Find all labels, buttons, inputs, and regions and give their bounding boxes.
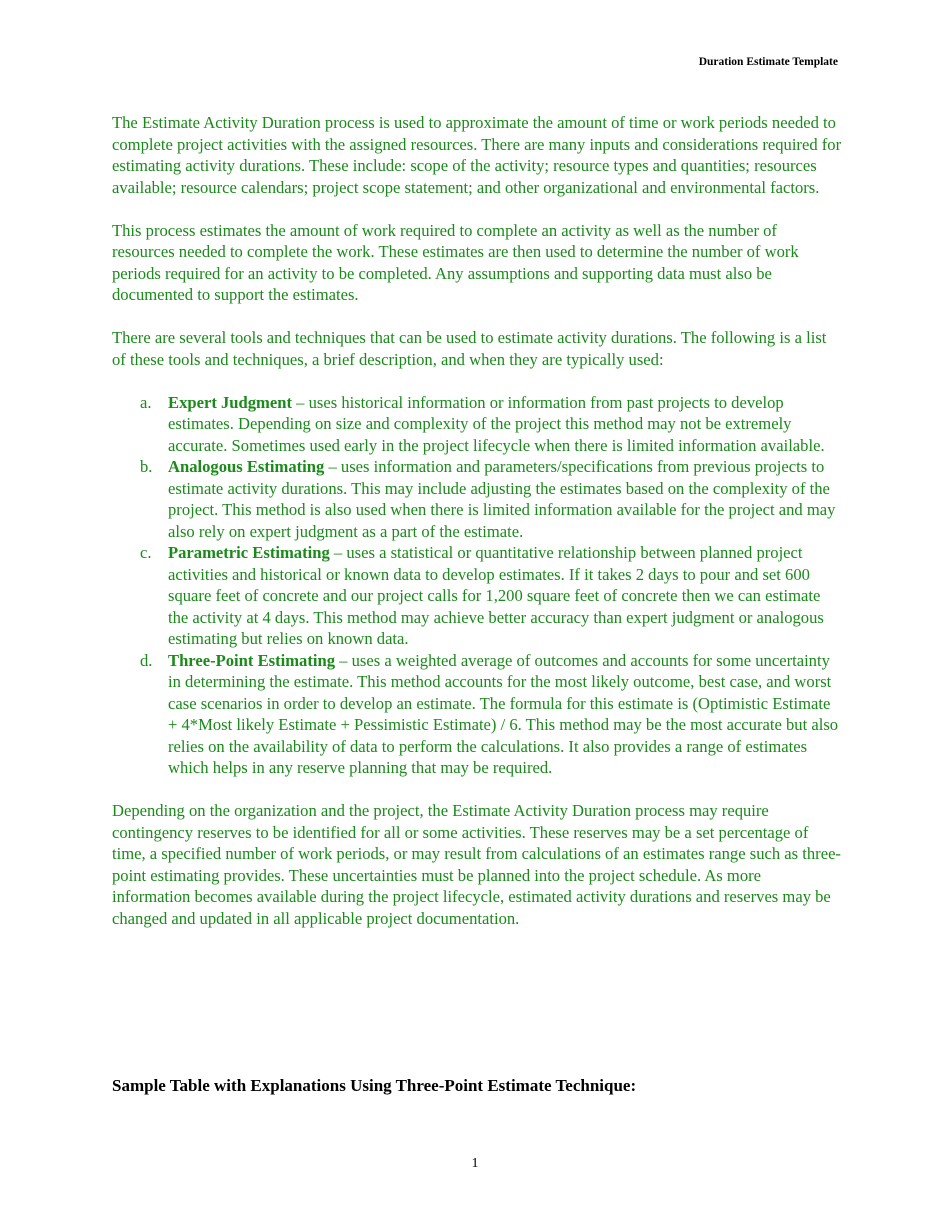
list-marker: b. (140, 457, 153, 476)
technique-term: Expert Judgment (168, 392, 292, 412)
list-marker: c. (140, 543, 152, 562)
technique-term: Analogous Estimating (168, 457, 325, 476)
list-item-analogous-estimating (140, 456, 842, 542)
technique-description: – uses a statistical or quantitative relationship between planned project activities and historical or known data to develop estimates. If it takes 2 days to pour and set 600 square feet of concrete and our project calls for 1,200 square feet of concrete then we can estimate the activity at 4 days. This method may achieve better accuracy than expert judgment or analogous estimating but relies on known data. (168, 543, 824, 648)
list-marker: d. (140, 650, 153, 670)
technique-term: Parametric Estimating (168, 543, 330, 562)
technique-description: – uses a weighted average of outcomes and accounts for some uncertainty in determining the estimate. This method accounts for the most likely outcome, best case, and worst case scenarios in order to develop an estimate. The formula for this estimate is (Optimistic Estimate + 4*Most likely Estimate + Pessimistic Estimate) / 6. This method may be the most accurate but also relies on the availability of data to perform the calculations. It also provides a range of estimates which helps in any reserve planning that may be required. (168, 650, 839, 777)
page-number: 1 (471, 1156, 479, 1171)
techniques-list (112, 392, 842, 779)
technique-description: – uses historical information or information from past projects to develop estimates. Depending on size and complexity of the project this method may not be extremely accurate. Sometimes used early in the project lifecycle when there is limited information available. (168, 392, 825, 455)
contingency-paragraph: Depending on the organization and the project, the Estimate Activity Duration process may require contingency reserves to be identified for all or some activities. These reserves may be a set percentage of time, a specified number of work periods, or may result from calculations of an estimates range such as three-point estimating provides. These uncertainties must be planned into the project schedule. As more information becomes available during the project lifecycle, estimated activity durations and reserves may be changed and updated in all applicable project documentation. (112, 801, 841, 928)
document-body (112, 112, 842, 951)
list-item-expert-judgment (140, 392, 842, 457)
list-item-three-point-estimating (140, 650, 842, 779)
process-paragraph: This process estimates the amount of work required to complete an activity as well as the number of resources needed to complete the work. These estimates are then used to determine the number of work periods required for an activity to be completed. Any assumptions and supporting data must also be documented to support the estimates. (112, 220, 799, 304)
tools-intro-paragraph: There are several tools and techniques that can be used to estimate activity durations. The following is a list of these tools and techniques, a brief description, and when they are typically used: (112, 328, 827, 369)
intro-paragraph: The Estimate Activity Duration process is used to approximate the amount of time or work periods needed to complete project activities with the assigned resources. There are many inputs and considerations required for estimating activity durations. These include: scope of the activity; resource types and quantities; resources available; resource calendars; project scope statement; and other organizational and environmental factors. (112, 113, 842, 197)
sample-table-heading: Sample Table with Explanations Using Three-Point Estimate Technique: (112, 1076, 637, 1095)
list-marker: a. (140, 392, 152, 412)
list-item-parametric-estimating (140, 542, 842, 650)
technique-description: – uses information and parameters/specifications from previous projects to estimate activity durations. This may include adjusting the estimates based on the complexity of the project. This method is also used when there is limited information available for the project and may also rely on expert judgment as a part of the estimate. (168, 457, 836, 541)
page-header-title: Duration Estimate Template (698, 56, 838, 68)
technique-term: Three-Point Estimating (168, 650, 336, 670)
